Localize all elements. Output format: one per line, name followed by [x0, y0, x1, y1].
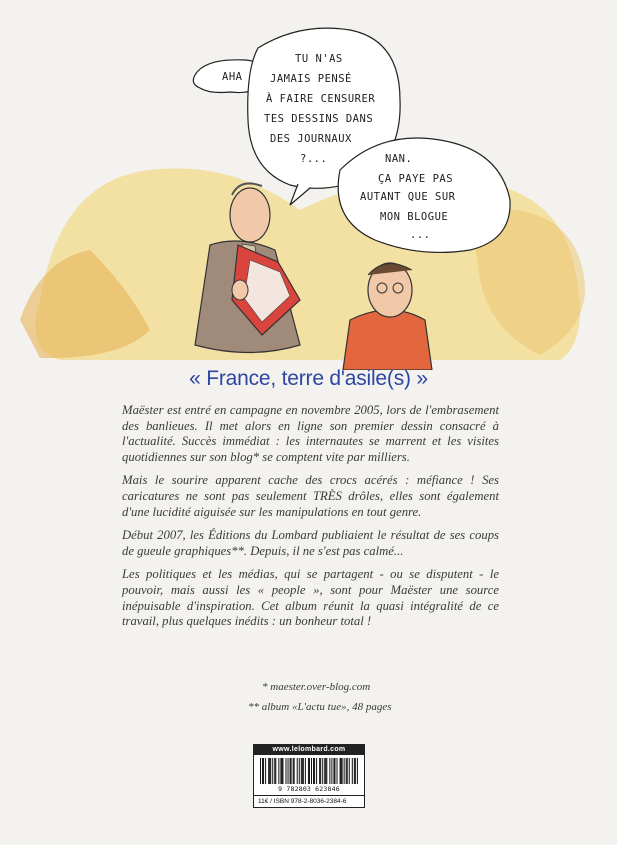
bubble-main-line-3: À FAIRE CENSURER	[266, 93, 376, 105]
barcode-block	[253, 744, 365, 808]
blurb-paragraph: Début 2007, les Éditions du Lombard publiaient le résultat de ses coups de gueule graphiques**. Depuis, il ne s'est pas calmé...	[122, 528, 499, 558]
publisher-url: www.lelombard.com	[254, 745, 364, 755]
bubble-main-line-6: ?...	[300, 153, 328, 165]
bubble-right-line-5: ...	[410, 229, 431, 241]
isbn-line: 11€ / ISBN 978-2-8036-2384-6	[254, 795, 364, 806]
bubble-main-line-5: DES JOURNAUX	[270, 133, 352, 145]
speech-bubble-main-tail	[290, 184, 310, 205]
book-title: « France, terre d'asile(s) »	[189, 367, 428, 390]
footnote-album: ** album «L'actu tue», 48 pages	[248, 701, 392, 713]
cartoon-illustration	[0, 0, 617, 370]
barcode-icon	[258, 758, 360, 784]
bubble-main-line-4: TES DESSINS DANS	[264, 113, 374, 125]
footnote-blog: * maester.over-blog.com	[262, 681, 371, 693]
blurb-paragraph: Maëster est entré en campagne en novembre 2005, lors de l'embrasement des banlieues. Il met alors en ligne son premier dessin consacré à l'actualité. Succès immédiat : les internautes se marrent et les visites quotidiennes sur son blog* se comptent vite par milliers.	[122, 403, 499, 464]
bubble-main-line-1: TU N'AS	[295, 53, 343, 65]
bubble-right-line-2: ÇA PAYE PAS	[378, 173, 454, 185]
bubble-left-text: AHA	[222, 71, 243, 83]
bubble-main-line-2: JAMAIS PENSÉ	[270, 73, 352, 85]
bubble-right-line-4: MON BLOGUE	[380, 211, 449, 223]
blurb-paragraph: Mais le sourire apparent cache des crocs acérés : méfiance ! Ses caricatures ne sont pas seulement TRÈS drôles, elles sont également d'une lucidité aiguisée sur les manipulations en tout genre.	[122, 473, 499, 519]
bubble-right-line-3: AUTANT QUE SUR	[360, 191, 456, 203]
blurb-text	[122, 403, 499, 638]
bubble-right-line-1: NAN.	[385, 153, 413, 165]
blurb-paragraph: Les politiques et les médias, qui se partagent - ou se disputent - le pouvoir, mais aussi les « people », sont pour Maëster une source inépuisable d'inspiration. Cet album réunit la quasi intégralité de ce travail, plus quelques inédits : un bonheur total !	[122, 567, 499, 629]
barcode-digits: 9 782803 623846	[278, 785, 340, 793]
